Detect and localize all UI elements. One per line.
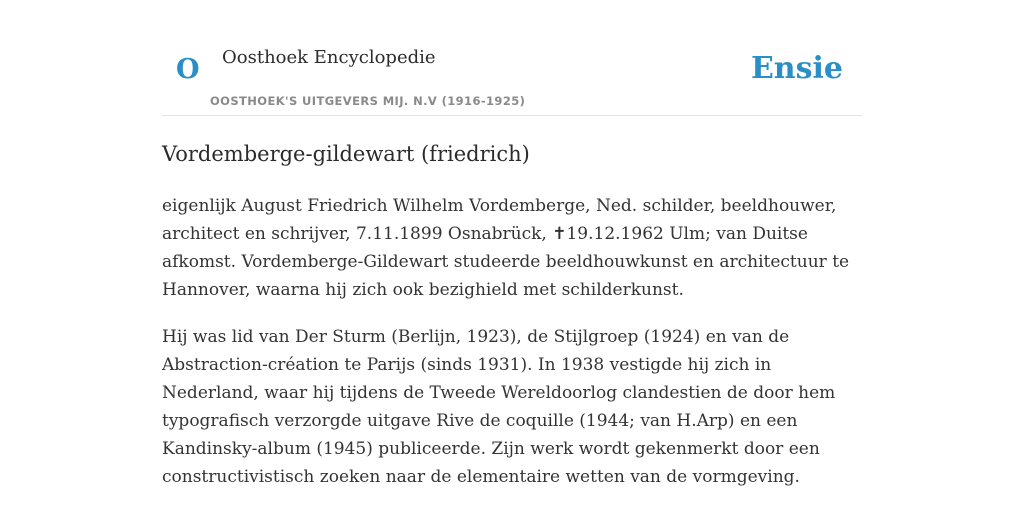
source-logo[interactable]: O — [176, 54, 200, 85]
entry-paragraph: eigenlijk August Friedrich Wilhelm Vordemberge, Ned. schilder, beeldhouwer, architect en schrijver, 7.11.1899 Osnabrück, ✝19.12.1962 Ulm; van Duitse afkomst. Vordemberge-Gildewart studeerde beeldhouwkunst en architectuur te Hannover, waarna hij zich ook bezighield met schilderkunst. — [162, 196, 850, 300]
ensie-brand-logo[interactable]: Ensie — [750, 51, 843, 86]
entry-paragraph: Hij was lid van Der Sturm (Berlijn, 1923), de Stijlgroep (1924) en van de Abstraction-création te Parijs (sinds 1931). In 1938 vestigde hij zich in Nederland, waar hij tijdens de Tweede Wereldoorlog clandestien de door hem typografisch verzorgde uitgave Rive de coquille (1944; van H.Arp) en een Kandinsky-album (1945) publiceerde. Zijn werk wordt gekenmerkt door een constructivistisch zoeken naar de elementaire wetten van de vormgeving. — [162, 327, 836, 487]
source-header — [162, 40, 862, 116]
entry-title: Vordemberge-gildewart (friedrich) — [162, 142, 530, 166]
source-title[interactable]: Oosthoek Encyclopedie — [222, 47, 436, 68]
entry-body — [162, 192, 867, 510]
source-subtitle: OOSTHOEK'S UITGEVERS MIJ. N.V (1916-1925) — [210, 94, 526, 108]
